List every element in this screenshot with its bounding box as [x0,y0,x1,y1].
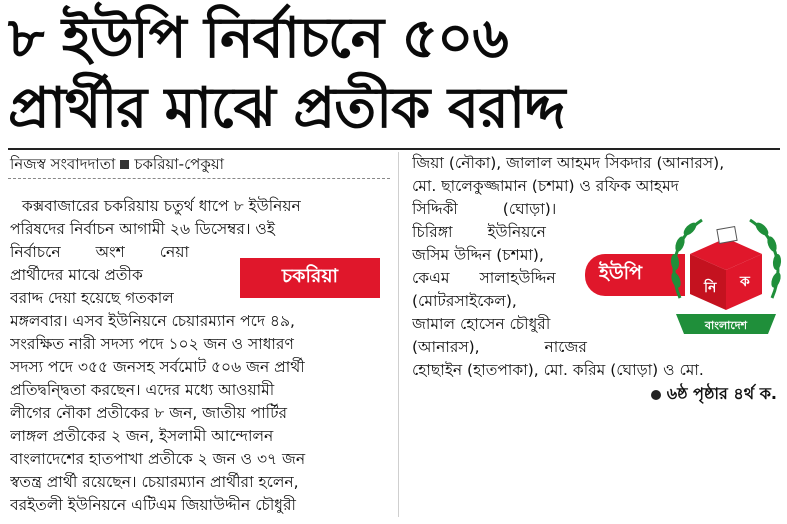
headline-rule [8,148,780,150]
article-line: লীগের নৌকা প্রতীকের ৮ জন, জাতীয় পার্টির [10,404,288,422]
article-line: সিদ্দিকী (ঘোড়া)। [412,200,557,218]
byline [10,153,224,178]
section-tag-up: ইউপি [585,254,685,296]
continuation-text: ৬ষ্ঠ পৃষ্ঠার ৪র্থ ক. [666,384,777,403]
article-line: লাঙ্গল প্রতীকের ২ জন, ইসলামী আন্দোলন [10,427,274,445]
article-line: নির্বাচনে অংশ নেয়া [10,243,189,261]
byline-reporter: নিজস্ব সংবাদদাতা [10,155,116,173]
article-line: মো. ছালেকুজ্জামান (চশমা) ও রফিক আহমদ [412,177,679,195]
square-bullet-icon [120,160,129,169]
article-line: স্বতন্ত্র প্রার্থী রয়েছেন। চেয়ারম্যান প্রার্থীরা হলেন, [10,473,299,491]
bullet-dot-icon [651,390,661,400]
article-line: হোছাইন (হাতপাকা), মো. করিম (ঘোড়া) ও মো. [412,361,704,379]
article-line: চিরিঙ্গা ইউনিয়নে [412,223,546,241]
emblem-banner-text: বাংলাদেশ [704,319,748,332]
article-line: বরইতলী ইউনিয়নে এটিএম জিয়াউদ্দীন চৌধুরী [10,496,296,514]
article-left-column [10,195,385,517]
article-line: সদস্য পদে ৩৫৫ জনসহ সর্বমোট ৫০৬ জন প্রার্থী [10,358,305,376]
article-line: পরিষদের নির্বাচন আগামী ২৬ ডিসেম্বর। ওই [10,220,275,238]
headline-line-1: ৮ ইউপি নির্বাচনে ৫০৬ [8,6,508,71]
location-tag-chakaria: চকরিয়া [240,258,380,298]
emblem-ballot-left: নি [704,280,717,296]
article-line: (মোটরসাইকেল), [412,292,517,310]
article-line: জসিম উদ্দিন (চশমা), [412,246,544,264]
article-line: কক্সবাজারের চকরিয়ায় চতুর্থ ধাপে ৮ ইউনিয়ন [22,197,301,215]
article-line: বরাদ্দ দেয়া হয়েছে গতকাল [10,289,174,307]
article-line: কেএম সালাহউদ্দিন [412,269,556,287]
byline-location: চকরিয়া-পেকুয়া [134,155,225,173]
article-line: মঙ্গলবার। এসব ইউনিয়নে চেয়ারম্যান পদে ৪৯, [10,312,295,330]
continuation-note [651,381,777,408]
emblem-ballot-right: ক [740,274,750,290]
article-line: প্রতিদ্বন্দ্বিতা করছেন। এদের মধ্যে আওয়ামী [10,381,275,399]
article-line: জামাল হোসেন চৌধুরী [412,315,551,333]
article-line: জিয়া (নৌকা), জালাল আহমদ সিকদার (আনারস), [412,154,725,172]
article-line: বাংলাদেশের হাতপাখা প্রতীকে ২ জন ও ৩৭ জন [10,450,306,468]
election-commission-emblem-icon [668,210,784,338]
headline-line-2: প্রার্থীর মাঝে প্রতীক বরাদ্দ [8,76,565,141]
article-line: সংরক্ষিত নারী সদস্য পদে ১০২ জন ও সাধারণ [10,335,294,353]
article-line: প্রার্থীদের মাঝে প্রতীক [10,266,143,284]
article-line: (আনারস), নাজের [412,338,587,356]
headline [8,4,778,144]
byline-divider [8,178,390,179]
column-divider [398,152,399,517]
